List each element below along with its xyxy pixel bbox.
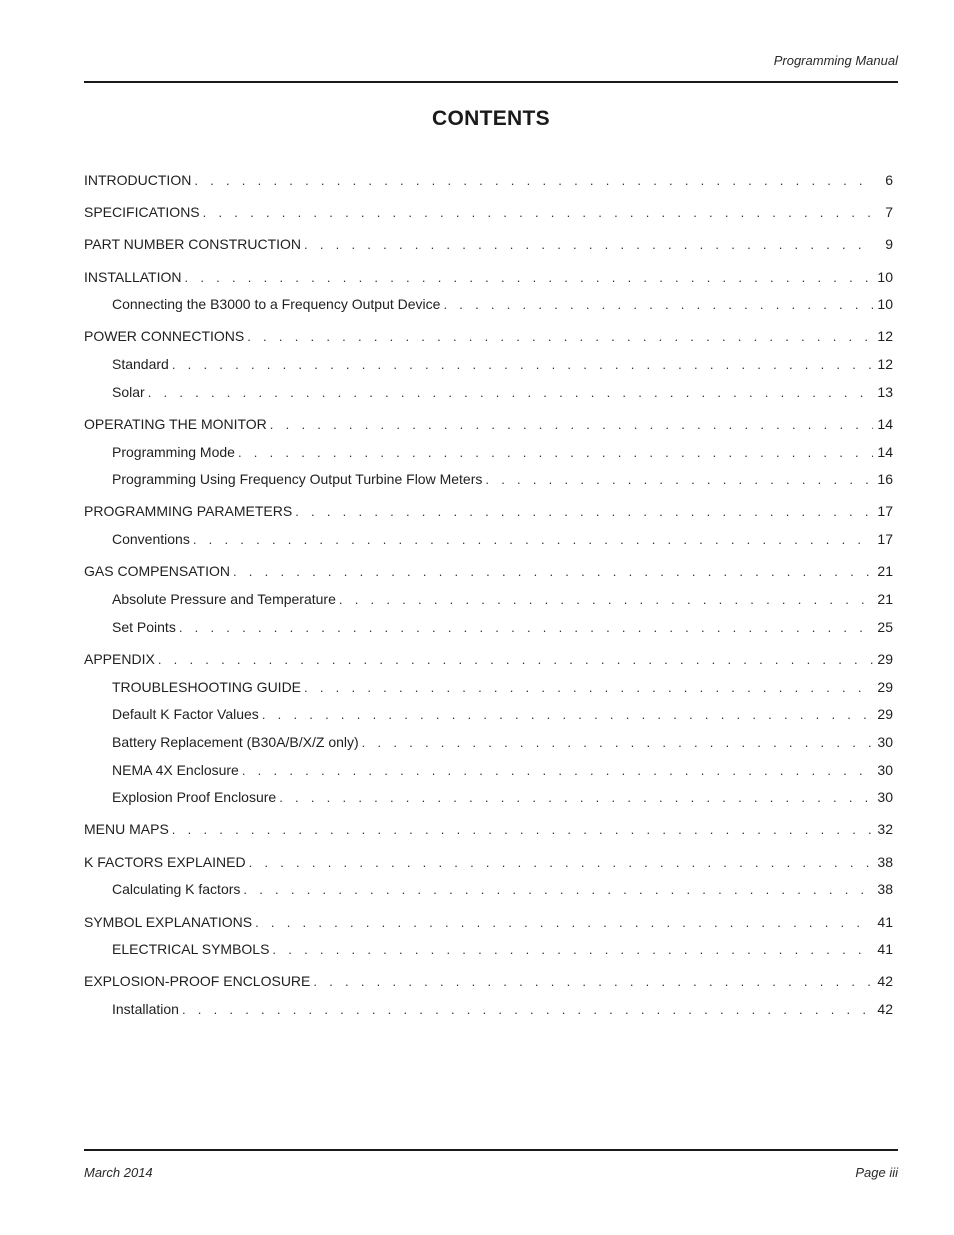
toc-entry-page: 10 bbox=[877, 296, 893, 312]
toc-entry-page: 38 bbox=[877, 854, 893, 870]
dot-leader bbox=[203, 203, 873, 223]
toc-entry[interactable] bbox=[84, 501, 893, 521]
toc-entry-page: 30 bbox=[877, 734, 893, 750]
toc-entry[interactable] bbox=[84, 971, 893, 991]
toc-entry[interactable] bbox=[84, 202, 893, 222]
dot-leader bbox=[233, 562, 873, 582]
toc-entry[interactable] bbox=[84, 234, 893, 254]
toc-entry-page: 16 bbox=[877, 471, 893, 487]
toc-subentry[interactable] bbox=[112, 442, 893, 462]
toc-subentry[interactable] bbox=[112, 677, 893, 697]
toc-subentry[interactable] bbox=[112, 999, 893, 1019]
toc-entry-label: PROGRAMMING PARAMETERS bbox=[84, 503, 293, 519]
running-header: Programming Manual bbox=[773, 53, 898, 68]
toc-entry-label: Installation bbox=[112, 1001, 179, 1017]
dot-leader bbox=[179, 618, 873, 638]
toc-subentry[interactable] bbox=[112, 469, 893, 489]
toc-entry-page: 21 bbox=[877, 591, 893, 607]
toc-entry-page: 12 bbox=[877, 328, 893, 344]
toc-entry-page: 30 bbox=[877, 789, 893, 805]
toc-entry-label: MENU MAPS bbox=[84, 821, 169, 837]
toc-entry-label: INTRODUCTION bbox=[84, 172, 192, 188]
dot-leader bbox=[485, 470, 873, 490]
toc-entry[interactable] bbox=[84, 649, 893, 669]
toc-subentry[interactable] bbox=[112, 787, 893, 807]
dot-leader bbox=[279, 788, 873, 808]
dot-leader bbox=[304, 235, 873, 255]
toc-entry-page: 9 bbox=[885, 236, 893, 252]
toc-subentry[interactable] bbox=[112, 704, 893, 724]
dot-leader bbox=[255, 913, 873, 933]
toc-entry-page: 41 bbox=[877, 914, 893, 930]
dot-leader bbox=[249, 853, 873, 873]
dot-leader bbox=[272, 940, 873, 960]
toc-subentry[interactable] bbox=[112, 879, 893, 899]
toc-entry-label: Solar bbox=[112, 384, 145, 400]
toc-subentry[interactable] bbox=[112, 589, 893, 609]
toc-entry-page: 7 bbox=[885, 204, 893, 220]
toc-entry-label: Connecting the B3000 to a Frequency Output Device bbox=[112, 296, 441, 312]
toc-entry-label: Default K Factor Values bbox=[112, 706, 259, 722]
dot-leader bbox=[247, 327, 873, 347]
toc-entry-label: SYMBOL EXPLANATIONS bbox=[84, 914, 253, 930]
toc-entry-label: Standard bbox=[112, 356, 169, 372]
toc-entry-label: SPECIFICATIONS bbox=[84, 204, 200, 220]
dot-leader bbox=[182, 1000, 873, 1020]
toc-entry-page: 29 bbox=[877, 679, 893, 695]
toc-entry-label: GAS COMPENSATION bbox=[84, 563, 230, 579]
toc-entry-label: K FACTORS EXPLAINED bbox=[84, 854, 246, 870]
toc-entry-label: NEMA 4X Enclosure bbox=[112, 762, 239, 778]
toc-entry-label: TROUBLESHOOTING GUIDE bbox=[112, 679, 302, 695]
toc-entry-page: 6 bbox=[885, 172, 893, 188]
toc-entry-label: PART NUMBER CONSTRUCTION bbox=[84, 236, 302, 252]
dot-leader bbox=[172, 820, 873, 840]
dot-leader bbox=[304, 678, 873, 698]
toc-entry-page: 42 bbox=[877, 1001, 893, 1017]
toc-subentry[interactable] bbox=[112, 760, 893, 780]
toc-subentry[interactable] bbox=[112, 529, 893, 549]
dot-leader bbox=[193, 530, 873, 550]
toc-entry-label: POWER CONNECTIONS bbox=[84, 328, 245, 344]
toc-entry-page: 32 bbox=[877, 821, 893, 837]
footer-rule bbox=[84, 1149, 898, 1151]
toc-entry[interactable] bbox=[84, 414, 893, 434]
toc-entry-page: 17 bbox=[877, 503, 893, 519]
dot-leader bbox=[172, 355, 873, 375]
dot-leader bbox=[158, 650, 873, 670]
toc-entry[interactable] bbox=[84, 852, 893, 872]
dot-leader bbox=[339, 590, 873, 610]
dot-leader bbox=[262, 705, 873, 725]
toc-entry-page: 30 bbox=[877, 762, 893, 778]
toc-entry[interactable] bbox=[84, 819, 893, 839]
toc-entry-page: 14 bbox=[877, 416, 893, 432]
toc-entry-page: 42 bbox=[877, 973, 893, 989]
toc-subentry[interactable] bbox=[112, 354, 893, 374]
header-rule bbox=[84, 81, 898, 83]
toc-subentry[interactable] bbox=[112, 939, 893, 959]
toc-entry-label: ELECTRICAL SYMBOLS bbox=[112, 941, 270, 957]
dot-leader bbox=[362, 733, 873, 753]
toc-subentry[interactable] bbox=[112, 617, 893, 637]
toc-entry[interactable] bbox=[84, 267, 893, 287]
dot-leader bbox=[313, 972, 873, 992]
toc-subentry[interactable] bbox=[112, 382, 893, 402]
dot-leader bbox=[443, 295, 873, 315]
footer-date: March 2014 bbox=[84, 1165, 153, 1180]
dot-leader bbox=[270, 415, 873, 435]
toc-entry-label: APPENDIX bbox=[84, 651, 155, 667]
dot-leader bbox=[238, 443, 873, 463]
toc-subentry[interactable] bbox=[112, 294, 893, 314]
page-title: CONTENTS bbox=[432, 107, 550, 130]
toc-entry-page: 41 bbox=[877, 941, 893, 957]
dot-leader bbox=[185, 268, 873, 288]
toc-entry-page: 10 bbox=[877, 269, 893, 285]
dot-leader bbox=[243, 880, 873, 900]
toc-entry-label: Calculating K factors bbox=[112, 881, 241, 897]
toc-entry-page: 12 bbox=[877, 356, 893, 372]
toc-entry-label: Set Points bbox=[112, 619, 176, 635]
dot-leader bbox=[148, 383, 873, 403]
toc-entry-label: Programming Mode bbox=[112, 444, 235, 460]
toc-entry-page: 25 bbox=[877, 619, 893, 635]
toc-entry-label: Battery Replacement (B30A/B/X/Z only) bbox=[112, 734, 359, 750]
toc-entry-page: 29 bbox=[877, 651, 893, 667]
toc-entry-label: Explosion Proof Enclosure bbox=[112, 789, 277, 805]
toc-entry[interactable] bbox=[84, 912, 893, 932]
dot-leader bbox=[242, 761, 873, 781]
toc-subentry[interactable] bbox=[112, 732, 893, 752]
toc-entry-label: OPERATING THE MONITOR bbox=[84, 416, 267, 432]
toc-entry-page: 14 bbox=[877, 444, 893, 460]
toc-entry[interactable] bbox=[84, 170, 893, 190]
dot-leader bbox=[194, 171, 873, 191]
toc-entry[interactable] bbox=[84, 326, 893, 346]
dot-leader bbox=[295, 502, 873, 522]
toc-entry-page: 17 bbox=[877, 531, 893, 547]
toc-entry-page: 38 bbox=[877, 881, 893, 897]
toc-entry[interactable] bbox=[84, 561, 893, 581]
toc-entry-page: 29 bbox=[877, 706, 893, 722]
toc-entry-page: 13 bbox=[877, 384, 893, 400]
footer-page-number: Page iii bbox=[855, 1165, 898, 1180]
toc-entry-label: EXPLOSION-PROOF ENCLOSURE bbox=[84, 973, 311, 989]
toc-entry-label: Conventions bbox=[112, 531, 190, 547]
toc-entry-label: Absolute Pressure and Temperature bbox=[112, 591, 336, 607]
toc-entry-page: 21 bbox=[877, 563, 893, 579]
toc-entry-label: INSTALLATION bbox=[84, 269, 182, 285]
toc-entry-label: Programming Using Frequency Output Turbine Flow Meters bbox=[112, 471, 483, 487]
